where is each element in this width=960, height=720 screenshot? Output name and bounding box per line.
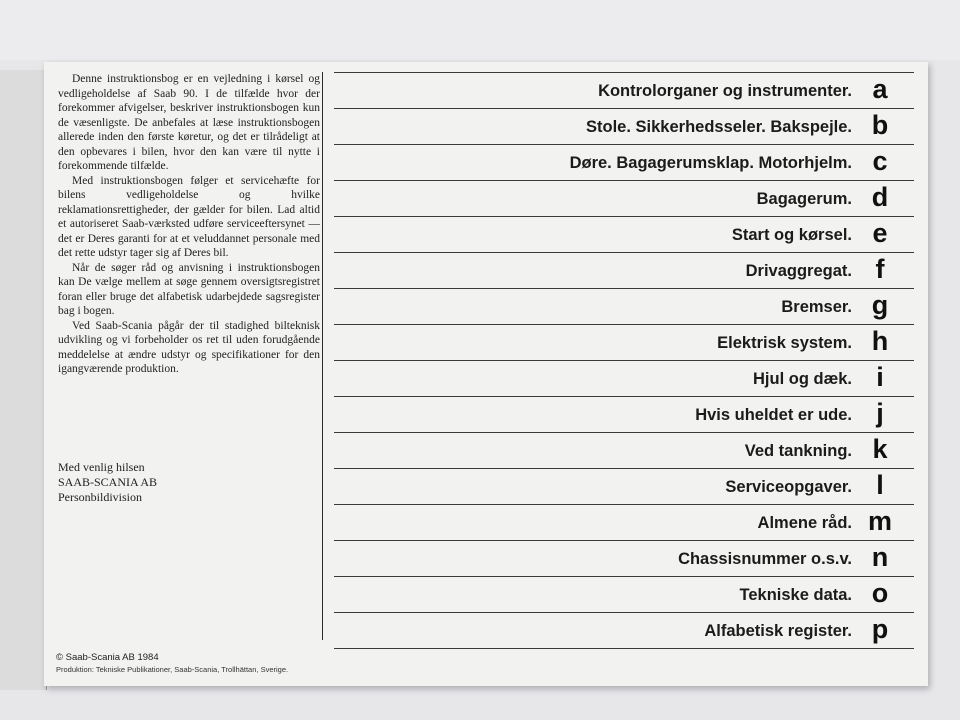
toc-letter: o: [871, 578, 889, 608]
toc-row[interactable]: [334, 432, 914, 468]
toc-letter: i: [876, 362, 884, 392]
toc-title: Tekniske data.: [739, 586, 852, 604]
toc-title: Døre. Bagagerumsklap. Motorhjelm.: [569, 154, 852, 172]
signature-division: Personbildivision: [58, 490, 143, 504]
toc-letter: d: [871, 182, 889, 212]
column-divider: [322, 72, 323, 640]
toc-title: Chassisnummer o.s.v.: [678, 550, 852, 568]
toc-row[interactable]: [334, 360, 914, 396]
toc-title: Drivaggregat.: [745, 262, 852, 280]
intro-paragraph: Når de søger råd og anvisning i instruktionsbogen kan De vælge mellem at søge gennem oversigtsregistret foran eller bruge det alfabetisk udarbejdede sagsregister bag i bogen.: [58, 261, 320, 317]
toc-row[interactable]: [334, 576, 914, 612]
toc-row[interactable]: [334, 180, 914, 216]
toc-letter: j: [876, 398, 884, 428]
toc-title: Elektrisk system.: [717, 334, 852, 352]
toc-title: Kontrolorganer og instrumenter.: [598, 82, 852, 100]
booklet-page: [44, 62, 928, 686]
signature-block: [58, 460, 157, 505]
signature-greeting: Med venlig hilsen: [58, 460, 145, 474]
toc-title: Ved tankning.: [744, 442, 852, 460]
toc-letter: p: [871, 614, 889, 644]
toc-letter: f: [875, 254, 885, 284]
toc-letter: h: [871, 326, 889, 356]
toc-row[interactable]: [334, 612, 914, 649]
toc-row[interactable]: [334, 324, 914, 360]
intro-text: [58, 72, 320, 377]
toc-row[interactable]: [334, 504, 914, 540]
intro-paragraph: Med instruktionsbogen følger et servicehæfte for bilens vedligeholdelse og hvilke reklamationsrettigheder, der gælder for bilen. Lad altid et autoriseret Saab-værksted udføre serviceeftersynet — det er Deres garanti for at et veluddannet personale med det rette udstyr tager sig af Deres bil.: [58, 174, 320, 259]
toc-title: Almene råd.: [757, 514, 852, 532]
toc-row[interactable]: [334, 72, 914, 108]
toc-title: Hvis uheldet er ude.: [695, 406, 852, 424]
toc-row[interactable]: [334, 288, 914, 324]
toc-letter: e: [872, 218, 888, 248]
toc-title: Hjul og dæk.: [753, 370, 852, 388]
signature-company: SAAB-SCANIA AB: [58, 475, 158, 489]
background-surface: [0, 0, 960, 60]
table-of-contents: [334, 72, 914, 649]
toc-letter: g: [871, 290, 889, 320]
intro-paragraph: Denne instruktionsbog er en vejledning i kørsel og vedligeholdelse af Saab 90. I de tilfælde hvor der forekommer afvigelser, beskriver instruktionsbogen kun de væsenligste. De anbefales at læse instruktionsbogen allerede inden den første køretur, og det er tilrådeligt at den opbevares i bilen, hvor den kan være til nytte i forekommende tilfælde.: [58, 73, 320, 172]
production-credit: Produktion: Tekniske Publikationer, Saab-Scania, Trollhättan, Sverige.: [56, 665, 289, 674]
toc-row[interactable]: [334, 468, 914, 504]
toc-letter: l: [876, 470, 884, 500]
toc-row[interactable]: [334, 252, 914, 288]
toc-row[interactable]: [334, 396, 914, 432]
toc-letter: b: [871, 110, 889, 140]
toc-letter: n: [871, 542, 889, 572]
toc-title: Start og kørsel.: [731, 226, 852, 244]
toc-title: Serviceopgaver.: [725, 478, 852, 496]
toc-title: Stole. Sikkerhedsseler. Bakspejle.: [586, 118, 852, 136]
toc-title: Alfabetisk register.: [704, 622, 852, 640]
copyright-notice: © Saab-Scania AB 1984: [56, 652, 159, 663]
toc-row[interactable]: [334, 540, 914, 576]
toc-letter: c: [872, 146, 888, 176]
toc-letter: k: [872, 434, 888, 464]
toc-row[interactable]: [334, 108, 914, 144]
toc-letter: a: [872, 74, 888, 104]
toc-title: Bremser.: [781, 298, 852, 316]
toc-title: Bagagerum.: [756, 190, 852, 208]
toc-row[interactable]: [334, 144, 914, 180]
intro-paragraph: Ved Saab-Scania pågår der til stadighed bilteknisk udvikling og vi forbeholder os ret til uden forudgående meddelelse at ændre udstyr og specifikationer for den igangværende produktion.: [58, 319, 320, 375]
previous-page-edge: [0, 70, 47, 690]
toc-row[interactable]: [334, 216, 914, 252]
toc-letter: m: [867, 506, 892, 536]
